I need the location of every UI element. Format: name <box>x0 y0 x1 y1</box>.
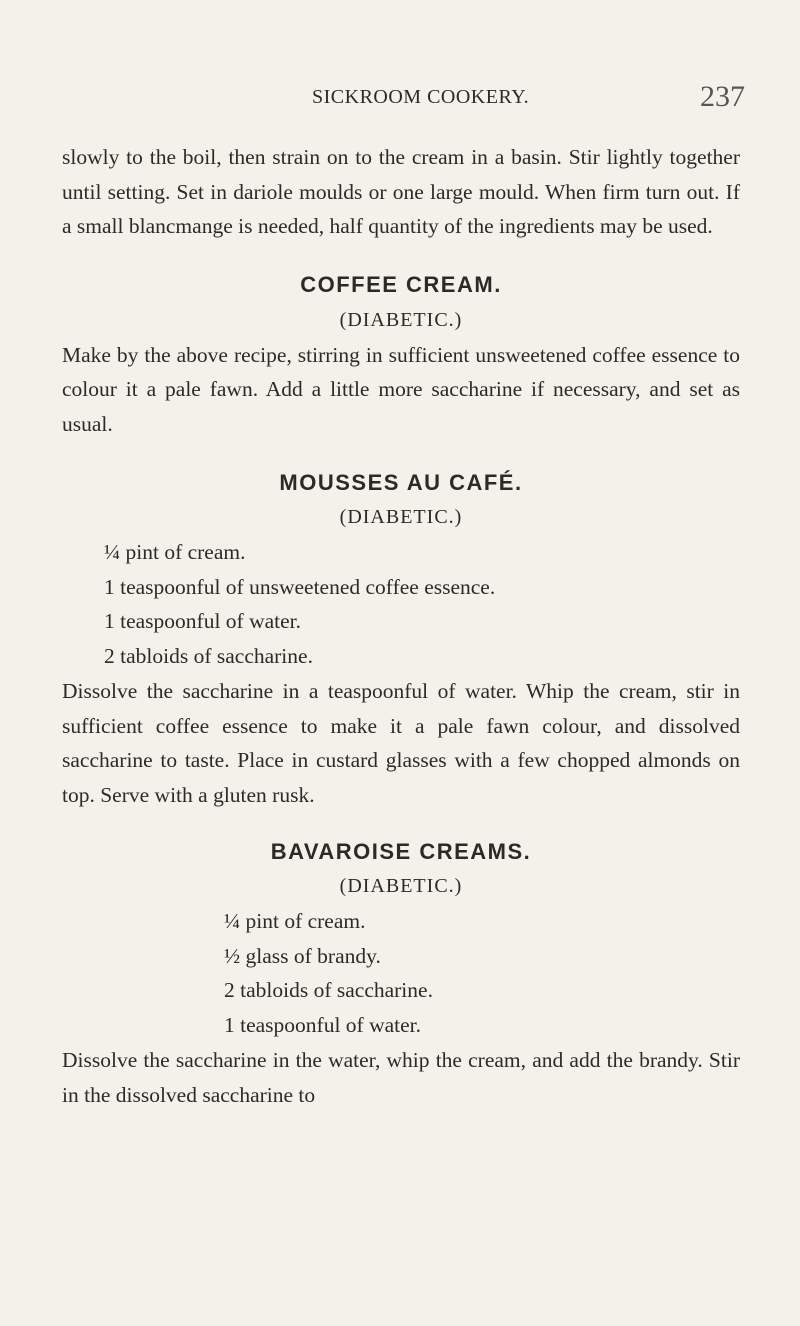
bavaroise-ingredients <box>62 904 740 1043</box>
list-item: ½ glass of brandy. <box>224 943 381 968</box>
fraction: ¼ <box>104 540 121 565</box>
running-head: SICKROOM COOKERY. <box>312 86 530 108</box>
list-item: 2 tabloids of saccharine. <box>104 644 313 669</box>
bavaroise-title: BAVAROISE CREAMS. <box>270 838 532 864</box>
fraction: ½ <box>224 943 241 968</box>
bavaroise-subtitle: (DIABETIC.) <box>339 875 463 898</box>
page-body <box>62 140 740 1112</box>
bavaroise-paragraph: Dissolve the saccharine in the water, whip the cream, and add the brandy. Stir in the dissolved saccharine to <box>62 1047 740 1107</box>
intro-paragraph: slowly to the boil, then strain on to the cream in a basin. Stir lightly together until setting. Set in dariole moulds or one large mould. When firm turn out. If a small blancmange is needed, half quantity of the ingredients may be used. <box>62 145 740 239</box>
fraction: ¼ <box>224 909 241 934</box>
mousses-paragraph: Dissolve the saccharine in a teaspoonful of water. Whip the cream, stir in sufficient coffee essence to make it a pale fawn colour, and dissolved saccharine to taste. Place in custard glasses with a few chopped almonds on top. Serve with a gluten rusk. <box>62 678 740 807</box>
list-item: ¼ pint of cream. <box>104 540 246 565</box>
coffee-cream-title: COFFEE CREAM. <box>300 272 502 298</box>
list-item: 1 teaspoonful of water. <box>224 1013 422 1038</box>
page-number: 237 <box>700 80 745 113</box>
coffee-cream-paragraph: Make by the above recipe, stirring in sufficient unsweetened coffee essence to colour it a pale fawn. Add a little more saccharine if necessary, and set as usual. <box>62 342 740 436</box>
coffee-cream-subtitle: (DIABETIC.) <box>339 308 463 331</box>
mousses-title: MOUSSES AU CAFÉ. <box>279 469 523 495</box>
list-item: 1 teaspoonful of unsweetened coffee essence. <box>104 574 496 599</box>
page-header <box>0 80 800 116</box>
list-item: 1 teaspoonful of water. <box>104 609 302 634</box>
mousses-ingredients <box>62 535 740 674</box>
mousses-subtitle: (DIABETIC.) <box>339 506 463 529</box>
list-item: 2 tabloids of saccharine. <box>224 978 433 1003</box>
list-item: ¼ pint of cream. <box>224 909 366 934</box>
